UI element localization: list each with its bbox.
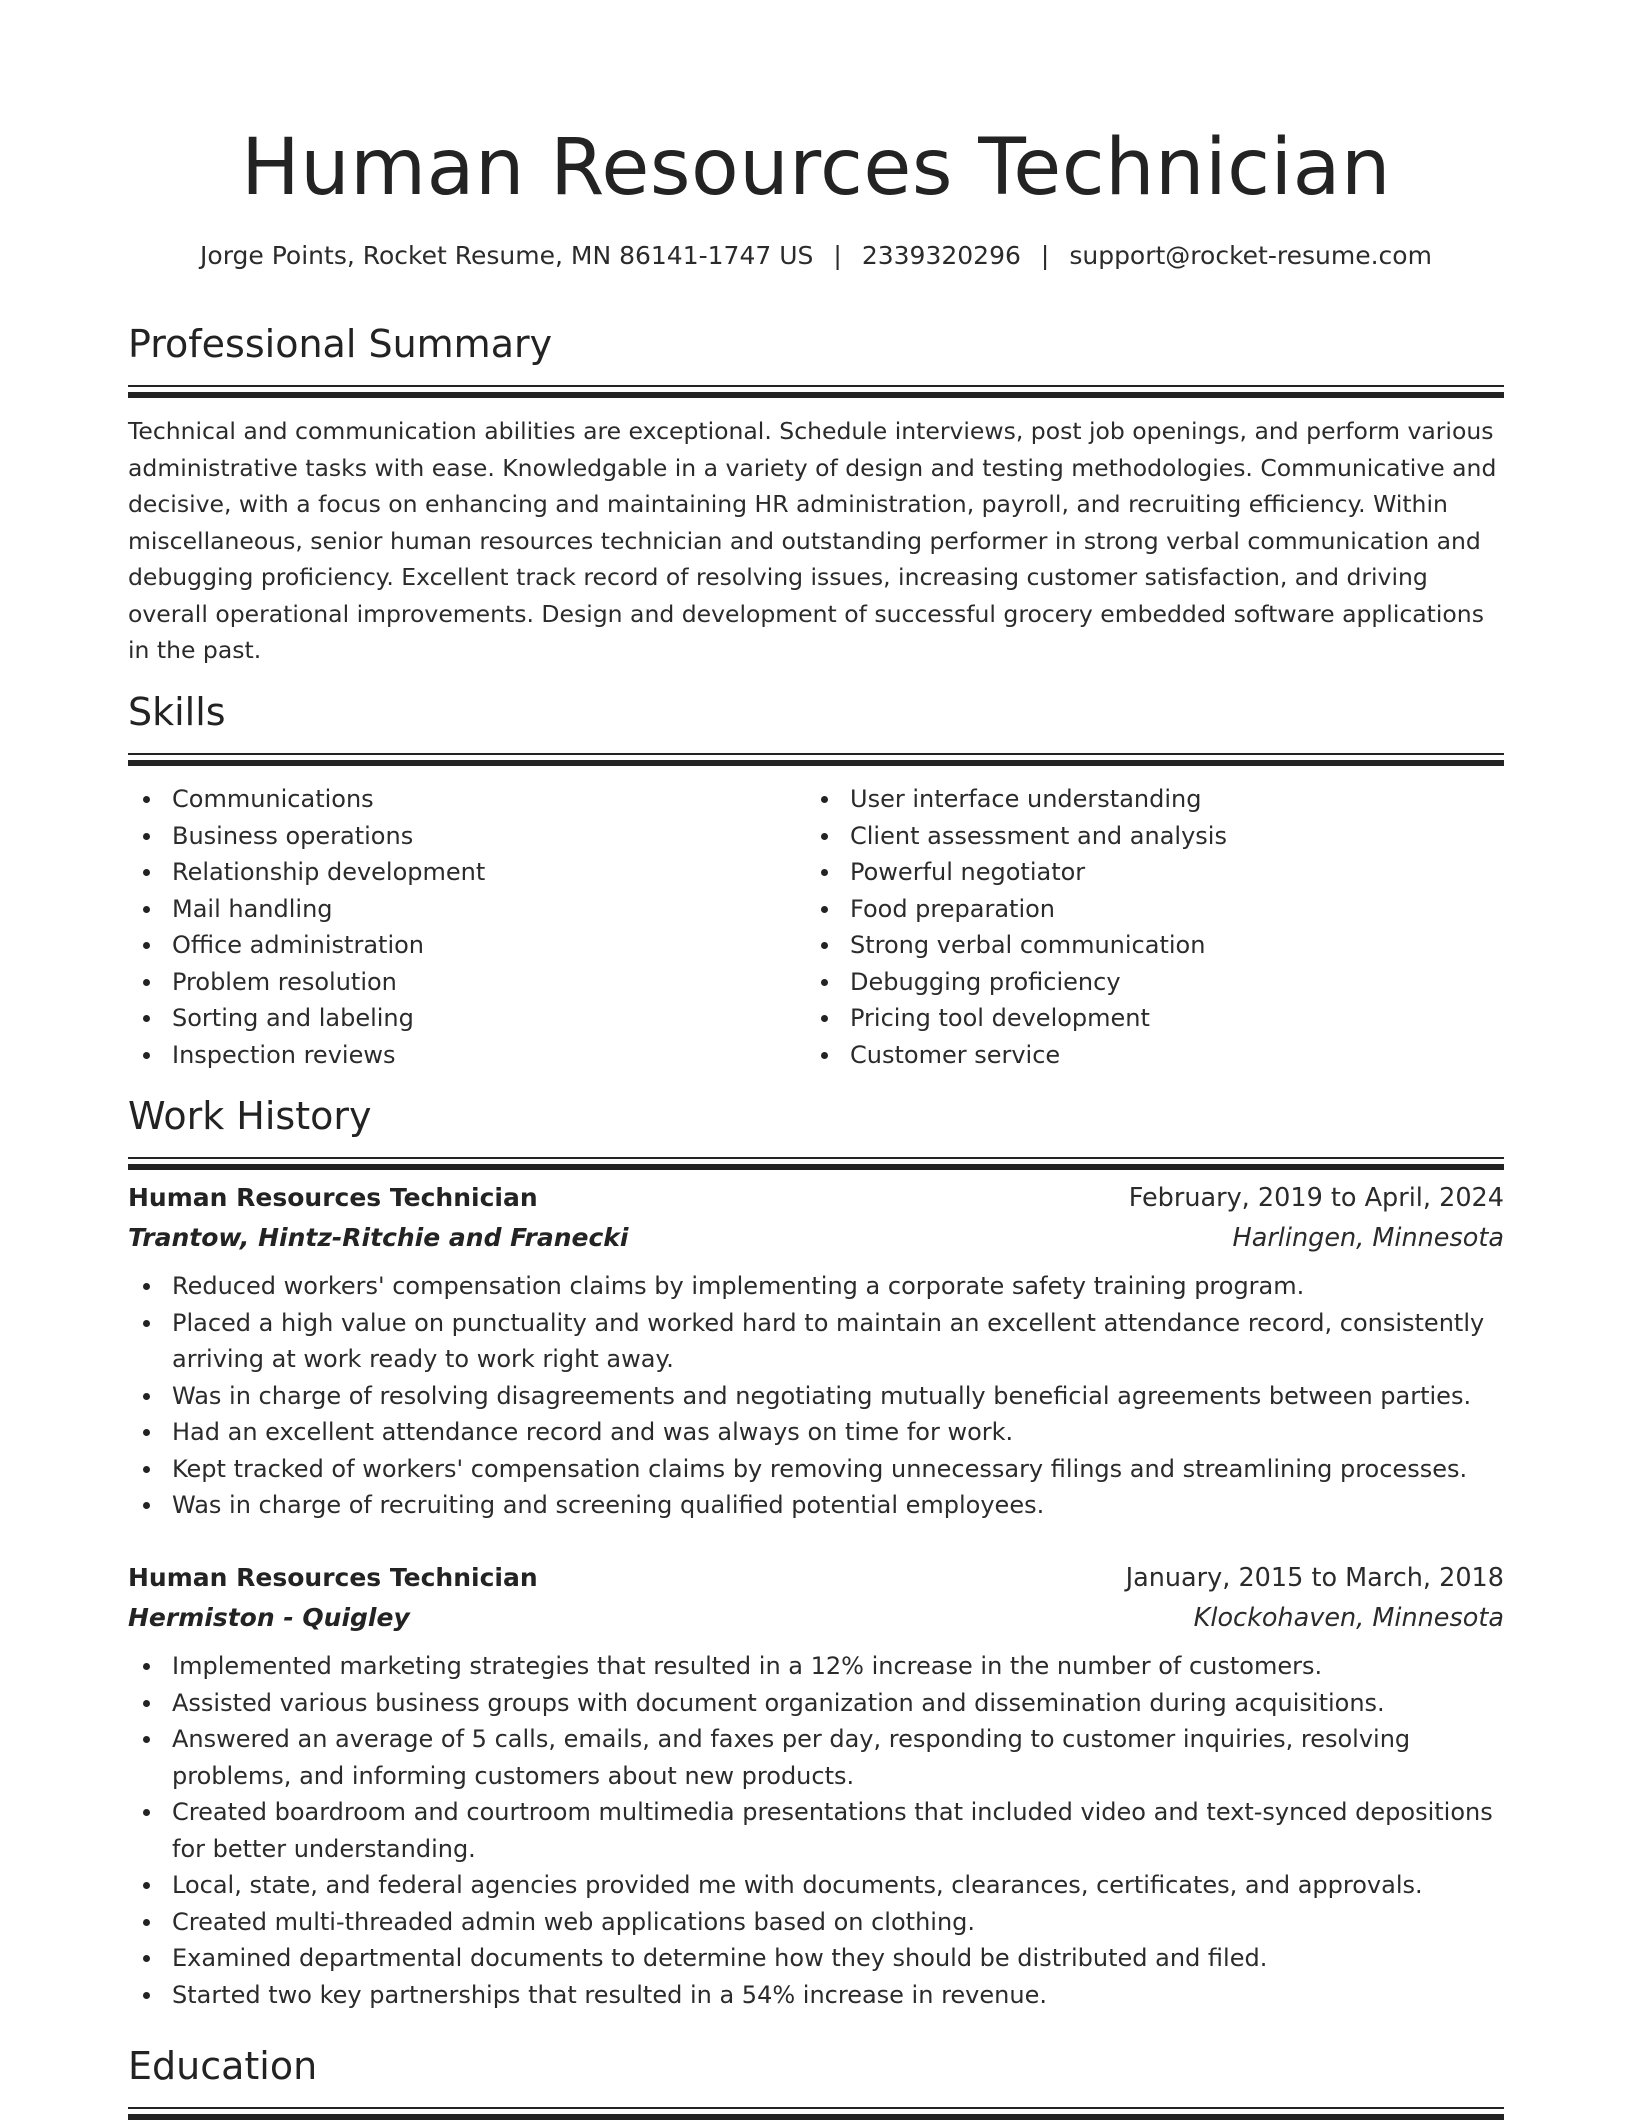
skill-item: Debugging proficiency xyxy=(806,964,1484,1001)
job-location: Harlingen, Minnesota xyxy=(1232,1223,1504,1253)
job-bullet: Started two key partnerships that resulted in a 54% increase in revenue. xyxy=(128,1977,1504,2014)
contact-separator: | xyxy=(833,241,842,270)
job-bullet: Reduced workers' compensation claims by implementing a corporate safety training program. xyxy=(128,1268,1504,1305)
job-title: Human Resources Technician xyxy=(128,1563,538,1592)
job-bullet: Placed a high value on punctuality and worked hard to maintain an excellent attendance record, consistently arriving at work ready to work right away. xyxy=(128,1305,1504,1378)
section-divider xyxy=(128,2107,1504,2119)
skill-item: Inspection reviews xyxy=(128,1037,806,1074)
job-company: Trantow, Hintz-Ritchie and Franecki xyxy=(128,1223,629,1252)
job-bullet-list xyxy=(128,1648,1504,2013)
skill-item: Food preparation xyxy=(806,891,1484,928)
section-divider xyxy=(128,385,1504,397)
skill-item: Client assessment and analysis xyxy=(806,818,1484,855)
section-heading: Skills xyxy=(128,690,226,734)
education-section xyxy=(128,2040,1504,2119)
skills-section xyxy=(128,686,1504,1073)
skill-item: Pricing tool development xyxy=(806,1000,1484,1037)
job-dates: February, 2019 to April, 2024 xyxy=(1128,1183,1504,1213)
job-header-row xyxy=(128,1558,1504,1598)
job-entry xyxy=(128,1178,1504,1524)
skill-item: Problem resolution xyxy=(128,964,806,1001)
job-bullet: Created boardroom and courtroom multimedia presentations that included video and text-synced depositions for better understanding. xyxy=(128,1794,1504,1867)
section-heading: Education xyxy=(128,2044,318,2088)
section-divider xyxy=(128,1157,1504,1169)
contact-separator: | xyxy=(1040,241,1050,270)
job-location: Klockohaven, Minnesota xyxy=(1193,1603,1504,1633)
work-history-section xyxy=(128,1090,1504,1169)
contact-address: Jorge Points, Rocket Resume, MN 86141-1747 US xyxy=(200,241,814,270)
job-dates: January, 2015 to March, 2018 xyxy=(1125,1563,1504,1593)
skill-item: Relationship development xyxy=(128,854,806,891)
job-bullet: Created multi-threaded admin web applications based on clothing. xyxy=(128,1904,1504,1941)
section-heading: Work History xyxy=(128,1094,372,1138)
contact-email: support@rocket-resume.com xyxy=(1069,241,1432,270)
job-bullet: Examined departmental documents to determine how they should be distributed and filed. xyxy=(128,1940,1504,1977)
summary-text: Technical and communication abilities are exceptional. Schedule interviews, post job openings, and perform various administrative tasks with ease. Knowledgable in a variety of design and testing methodologies. Communicative and decisive, with a focus on enhancing and maintaining HR administration, payroll, and recruiting efficiency. Within miscellaneous, senior human resources technician and outstanding performer in strong verbal communication and debugging proficiency. Excellent track record of resolving issues, increasing customer satisfaction, and driving overall operational improvements. Design and development of successful grocery embedded software applications in the past. xyxy=(128,417,1497,664)
skill-item: User interface understanding xyxy=(806,781,1484,818)
section-divider xyxy=(128,753,1504,765)
job-title: Human Resources Technician xyxy=(128,1183,538,1212)
job-bullet: Answered an average of 5 calls, emails, and faxes per day, responding to customer inquiries, resolving problems, and informing customers about new products. xyxy=(128,1721,1504,1794)
resume-title: Human Resources Technician xyxy=(241,123,1391,213)
contact-phone: 2339320296 xyxy=(861,241,1021,270)
contact-line xyxy=(128,238,1504,274)
job-bullet: Was in charge of resolving disagreements and negotiating mutually beneficial agreements between parties. xyxy=(128,1378,1504,1415)
skill-item: Communications xyxy=(128,781,806,818)
job-bullet: Kept tracked of workers' compensation claims by removing unnecessary filings and streamlining processes. xyxy=(128,1451,1504,1488)
skill-item: Strong verbal communication xyxy=(806,927,1484,964)
job-company-row xyxy=(128,1598,1504,1638)
skill-item: Business operations xyxy=(128,818,806,855)
job-bullet: Was in charge of recruiting and screening qualified potential employees. xyxy=(128,1487,1504,1524)
job-bullet: Local, state, and federal agencies provided me with documents, clearances, certificates, and approvals. xyxy=(128,1867,1504,1904)
skills-list-right xyxy=(806,781,1484,1073)
skill-item: Powerful negotiator xyxy=(806,854,1484,891)
section-heading: Professional Summary xyxy=(128,322,553,366)
job-bullet: Implemented marketing strategies that resulted in a 12% increase in the number of customers. xyxy=(128,1648,1504,1685)
job-header-row xyxy=(128,1178,1504,1218)
job-bullet-list xyxy=(128,1268,1504,1524)
summary-section xyxy=(128,318,1504,669)
skill-item: Mail handling xyxy=(128,891,806,928)
job-bullet: Had an excellent attendance record and was always on time for work. xyxy=(128,1414,1504,1451)
job-company-row xyxy=(128,1218,1504,1258)
job-entry xyxy=(128,1558,1504,2013)
skills-list-left xyxy=(128,781,806,1073)
job-company: Hermiston - Quigley xyxy=(128,1603,410,1632)
skill-item: Customer service xyxy=(806,1037,1484,1074)
skill-item: Sorting and labeling xyxy=(128,1000,806,1037)
skill-item: Office administration xyxy=(128,927,806,964)
skills-columns xyxy=(128,781,1504,1073)
job-bullet: Assisted various business groups with document organization and dissemination during acquisitions. xyxy=(128,1685,1504,1722)
